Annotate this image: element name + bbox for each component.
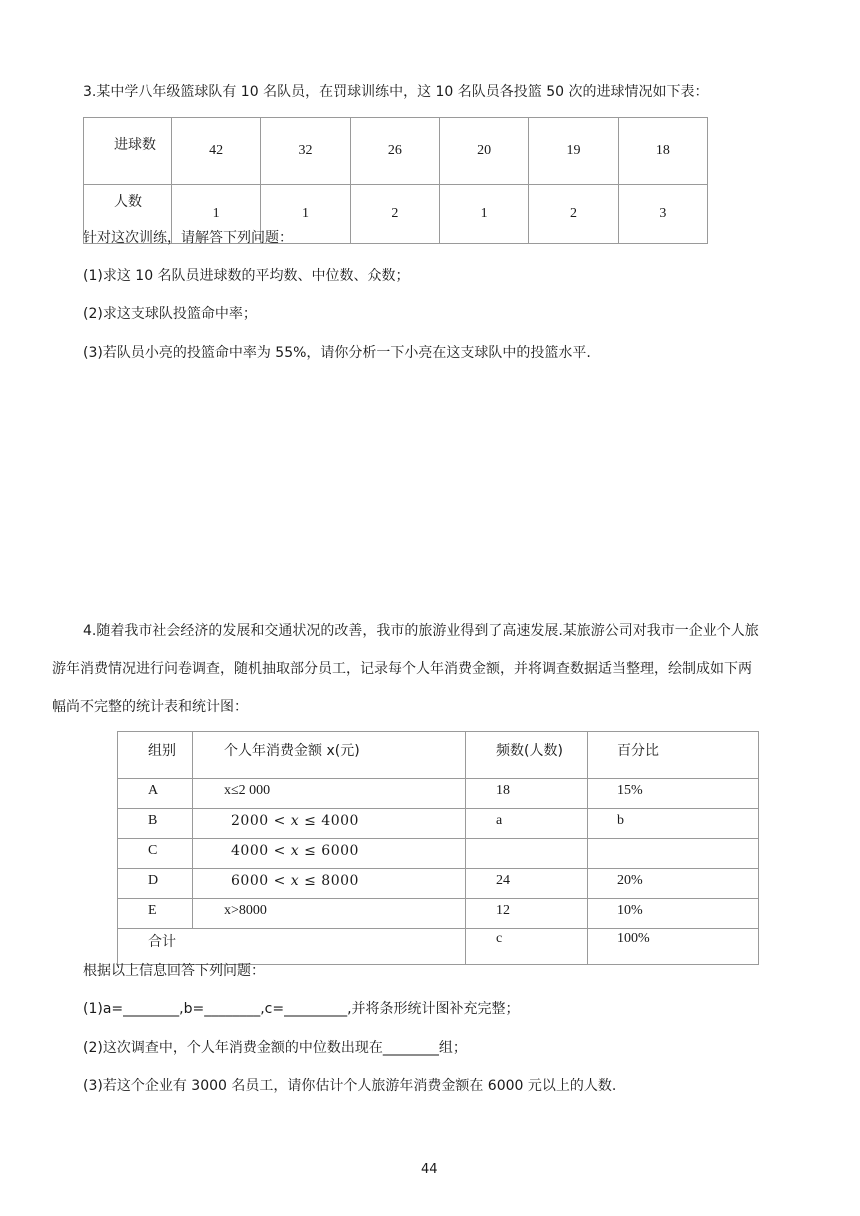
people-label: 人数: [84, 185, 172, 244]
q3-intro: 3.某中学八年级篮球队有 10 名队员，在罚球训练中，这 10 名队员各投篮 50 次的进球情况如下表：: [83, 84, 709, 100]
table-row: [118, 899, 759, 929]
q4-question-2: (2)这次调查中，个人年消费金额的中位数出现在________组；: [83, 1040, 467, 1056]
group-cell: E: [118, 899, 193, 929]
goals-cell: 19: [529, 118, 618, 185]
table-row: [118, 839, 759, 869]
people-cell: 2: [529, 185, 618, 244]
header-amount: 个人年消费金额 x(元): [193, 732, 466, 779]
group-cell: A: [118, 779, 193, 809]
group-cell: D: [118, 869, 193, 899]
goals-cell: 42: [172, 118, 261, 185]
goals-cell: 18: [618, 118, 707, 185]
frequency-cell: 18: [466, 779, 588, 809]
amount-cell: 6000 < 𝑥 ≤ 8000: [193, 869, 466, 899]
goals-cell: 26: [350, 118, 439, 185]
consumption-table: [117, 731, 759, 965]
amount-cell: 2000 < 𝑥 ≤ 4000: [193, 809, 466, 839]
percent-cell: b: [588, 809, 759, 839]
total-count: c: [466, 929, 588, 965]
q4-prompt: 根据以上信息回答下列问题：: [83, 963, 265, 979]
amount-cell: 4000 < 𝑥 ≤ 6000: [193, 839, 466, 869]
total-row: [118, 929, 759, 965]
frequency-cell: a: [466, 809, 588, 839]
group-cell: C: [118, 839, 193, 869]
frequency-cell: [466, 839, 588, 869]
q3-question-2: (2)求这支球队投篮命中率；: [83, 306, 257, 322]
q3-question-1: (1)求这 10 名队员进球数的平均数、中位数、众数；: [83, 268, 410, 284]
table-row: [118, 809, 759, 839]
table-row: [118, 779, 759, 809]
header-group: 组别: [118, 732, 193, 779]
q3-prompt: 针对这次训练，请解答下列问题：: [83, 230, 293, 246]
frequency-cell: 24: [466, 869, 588, 899]
q4-paragraph-line-2: 游年消费情况进行问卷调查，随机抽取部分员工，记录每个人年消费金额，并将调查数据适当整理，绘制成如下两: [52, 661, 752, 677]
total-percent: 100%: [588, 929, 759, 965]
goals-cell: 20: [439, 118, 528, 185]
q4-question-1: (1)a=________,b=________,c=_________,并将条形统计图补充完整；: [83, 1001, 520, 1017]
percent-cell: [588, 839, 759, 869]
header-row: [118, 732, 759, 779]
shooting-table: [83, 117, 708, 244]
q3-question-3: (3)若队员小亮的投篮命中率为 55%，请你分析一下小亮在这支球队中的投篮水平.: [83, 345, 591, 361]
q4-paragraph-line-3: 幅尚不完整的统计表和统计图：: [52, 699, 248, 715]
goals-cell: 32: [261, 118, 350, 185]
header-percent: 百分比: [588, 732, 759, 779]
page-number: 44: [421, 1162, 438, 1177]
percent-cell: 20%: [588, 869, 759, 899]
group-cell: B: [118, 809, 193, 839]
people-cell: 1: [261, 185, 350, 244]
amount-cell: x≤2 000: [193, 779, 466, 809]
people-cell: 3: [618, 185, 707, 244]
percent-cell: 15%: [588, 779, 759, 809]
percent-cell: 10%: [588, 899, 759, 929]
goals-row: [84, 118, 708, 185]
frequency-cell: 12: [466, 899, 588, 929]
people-cell: 2: [350, 185, 439, 244]
people-cell: 1: [439, 185, 528, 244]
amount-cell: x>8000: [193, 899, 466, 929]
total-label: 合计: [118, 929, 466, 965]
table-row: [118, 869, 759, 899]
header-frequency: 频数(人数): [466, 732, 588, 779]
q4-paragraph-line-1: 4.随着我市社会经济的发展和交通状况的改善，我市的旅游业得到了高速发展.某旅游公司对我市一企业个人旅: [83, 623, 759, 639]
goals-label: 进球数: [84, 118, 172, 185]
q4-question-3: (3)若这个企业有 3000 名员工，请你估计个人旅游年消费金额在 6000 元以上的人数.: [83, 1078, 617, 1094]
people-cell: 1: [172, 185, 261, 244]
